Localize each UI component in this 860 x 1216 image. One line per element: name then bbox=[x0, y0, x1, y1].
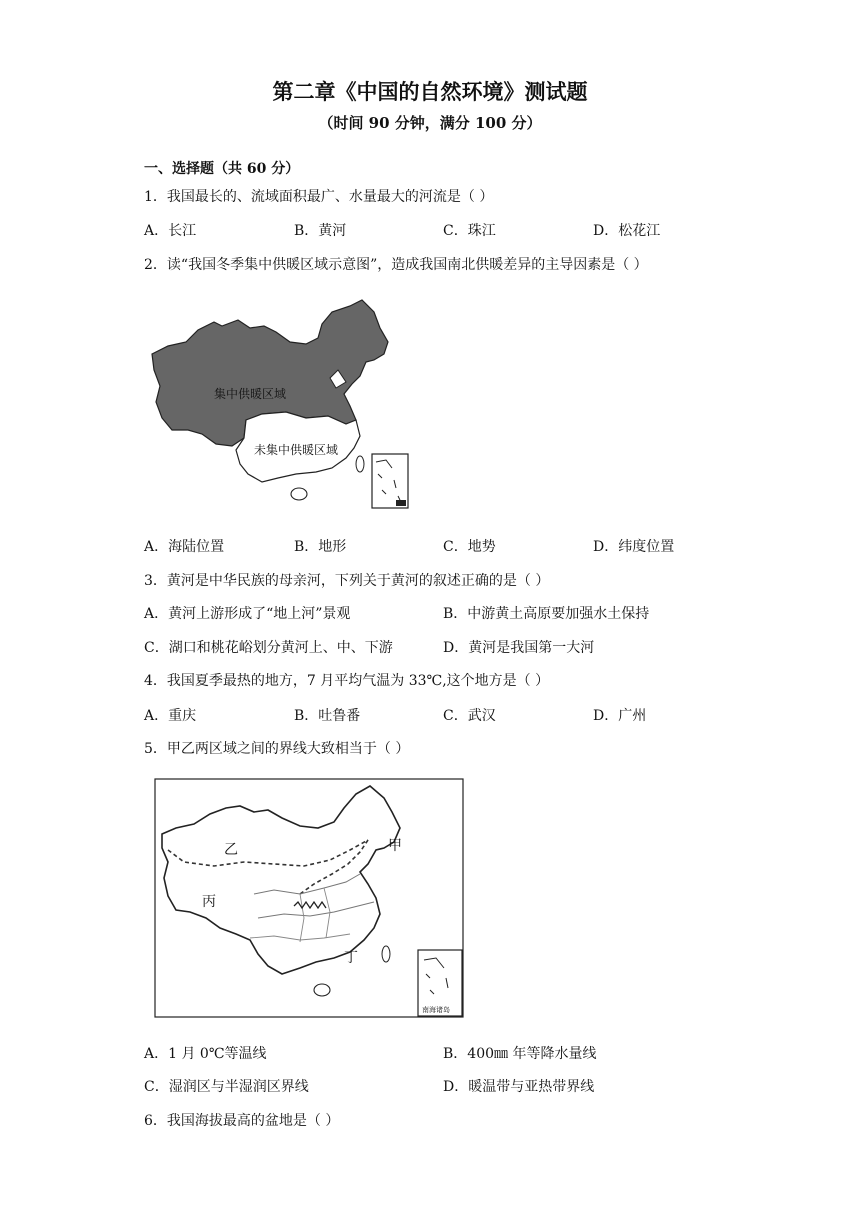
question-1-option-a[interactable]: A．长江 bbox=[144, 223, 197, 239]
question-1-stem: 1．我国最长的、流域面积最广、水量最大的河流是（ ） bbox=[144, 189, 494, 205]
non-heated-region-label: 未集中供暖区域 bbox=[254, 443, 339, 457]
question-4-option-a[interactable]: A．重庆 bbox=[144, 708, 197, 724]
south-china-sea-inset bbox=[418, 950, 462, 1016]
question-4-option-c[interactable]: C．武汉 bbox=[443, 708, 496, 724]
question-4-option-d[interactable]: D．广州 bbox=[593, 708, 647, 724]
question-2-option-a[interactable]: A．海陆位置 bbox=[144, 539, 225, 555]
south-china-sea-inset bbox=[372, 454, 408, 508]
question-2-option-c[interactable]: C．地势 bbox=[443, 539, 496, 555]
heating-region-map bbox=[146, 298, 418, 510]
question-5-option-c[interactable]: C．湿润区与半湿润区界线 bbox=[144, 1079, 309, 1095]
question-4-option-b[interactable]: B．吐鲁番 bbox=[294, 708, 361, 724]
question-3-option-d[interactable]: D．黄河是我国第一大河 bbox=[443, 640, 595, 656]
question-6-stem: 6．我国海拔最高的盆地是（ ） bbox=[144, 1113, 340, 1129]
region-label-yi: 乙 bbox=[224, 842, 238, 858]
question-2-stem: 2．读“我国冬季集中供暖区域示意图”，造成我国南北供暖差异的主导因素是（ ） bbox=[144, 257, 648, 273]
question-3-option-a[interactable]: A．黄河上游形成了“地上河”景观 bbox=[144, 606, 351, 622]
page-subtitle: （时间 90 分钟，满分 100 分） bbox=[318, 114, 542, 132]
question-5-option-a[interactable]: A．1 月 0℃等温线 bbox=[144, 1046, 267, 1062]
question-3-stem: 3．黄河是中华民族的母亲河，下列关于黄河的叙述正确的是（ ） bbox=[144, 573, 550, 589]
question-1-option-b[interactable]: B．黄河 bbox=[294, 223, 347, 239]
region-label-ding: 丁 bbox=[344, 950, 358, 966]
question-3-option-c[interactable]: C．湖口和桃花峪划分黄河上、中、下游 bbox=[144, 640, 393, 656]
inset-label: 南海诸岛 bbox=[422, 1006, 450, 1014]
section-heading: 一、选择题（共 60 分） bbox=[144, 161, 300, 177]
page-title: 第二章《中国的自然环境》测试题 bbox=[272, 80, 588, 104]
question-1-option-d[interactable]: D．松花江 bbox=[593, 223, 661, 239]
question-2-option-d[interactable]: D．纬度位置 bbox=[593, 539, 675, 555]
region-division-map bbox=[154, 778, 466, 1020]
question-5-stem: 5．甲乙两区域之间的界线大致相当于（ ） bbox=[144, 741, 410, 757]
question-5-option-b[interactable]: B．400㎜ 年等降水量线 bbox=[443, 1046, 597, 1062]
region-label-jia: 甲 bbox=[388, 838, 402, 854]
region-label-bing: 丙 bbox=[202, 894, 216, 910]
question-4-stem: 4．我国夏季最热的地方，7 月平均气温为 33℃,这个地方是（ ） bbox=[144, 673, 550, 689]
question-3-option-b[interactable]: B．中游黄土高原要加强水土保持 bbox=[443, 606, 650, 622]
question-2-option-b[interactable]: B．地形 bbox=[294, 539, 347, 555]
heated-region-label: 集中供暖区域 bbox=[214, 387, 287, 401]
question-5-option-d[interactable]: D．暖温带与亚热带界线 bbox=[443, 1079, 595, 1095]
question-1-option-c[interactable]: C．珠江 bbox=[443, 223, 496, 239]
